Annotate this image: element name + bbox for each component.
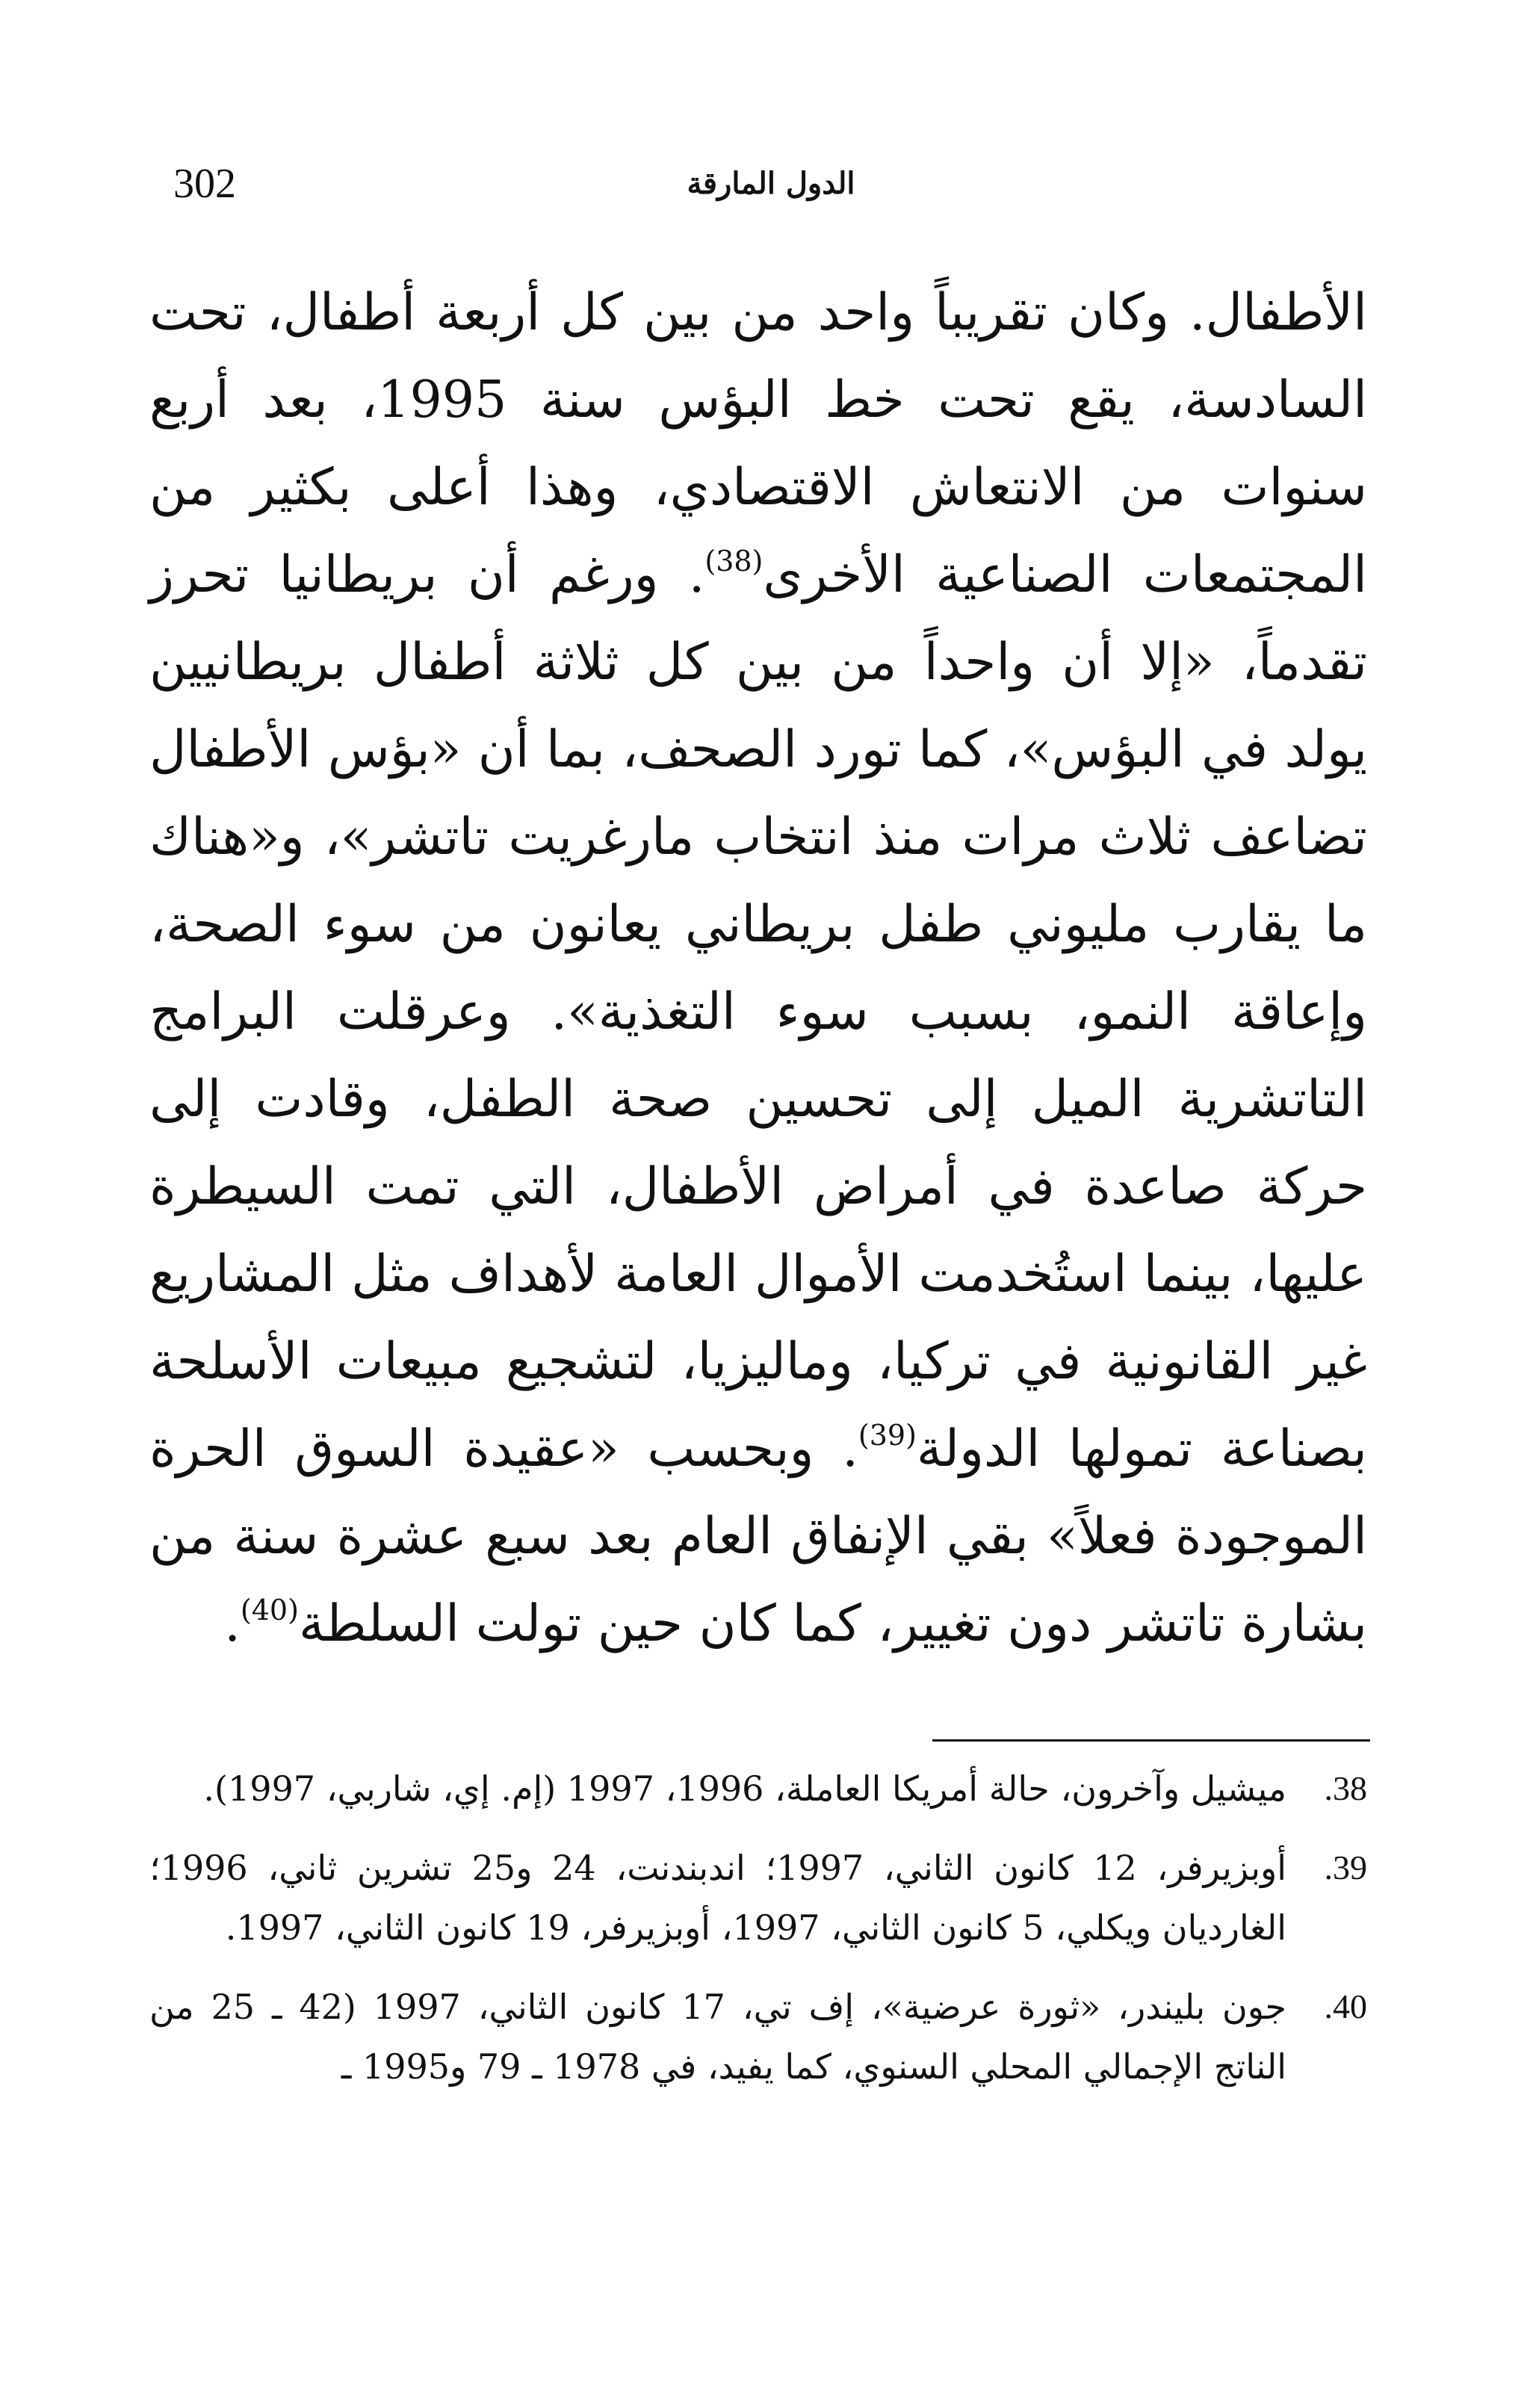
- running-title: الدول المارقة: [687, 166, 855, 201]
- footnote-number: .40: [1324, 1987, 1367, 2025]
- footnote-number: .39: [1324, 1848, 1367, 1887]
- body-paragraph: [149, 269, 1367, 1668]
- footnote-text: جون بليندر، «ثورة عرضية»، إف تي، 17 كانون الثاني، 1997 (42 ـ 25 من الناتج الإجمالي المحلي السنوي، كما يفيد، في 1978 ـ 79 و1995 ـ: [149, 1987, 1286, 2087]
- footnote-ref-38: (38): [704, 545, 764, 578]
- body-text-segment: . وبحسب «عقيدة السوق الحرة الموجودة فعلاً» بقي الإنفاق العام بعد سبع عشرة سنة من بشارة تاتشر دون تغيير، كما كان حين تولت السلطة: [149, 1420, 1367, 1653]
- footnote-38: [149, 1759, 1367, 1819]
- footnotes: [149, 1759, 1367, 2116]
- page-header: [173, 154, 1327, 214]
- body-text-segment: .: [224, 1594, 241, 1653]
- body-text-segment: الأطفال. وكان تقريباً واحد من بين كل أربعة أطفال، تحت السادسة، يقع تحت خط البؤس سنة 1995، بعد أربع سنوات من الانتعاش الاقتصادي، وهذا أعلى بكثير من المجتمعات الصناعية الأخرى: [149, 283, 1367, 604]
- footnote-number: .38: [1324, 1769, 1367, 1807]
- footnote-40: [149, 1977, 1367, 2096]
- footnote-39: [149, 1838, 1367, 1957]
- body-text-segment: . ورغم أن بريطانيا تحرز تقدماً، «إلا أن واحداً من بين كل ثلاثة أطفال بريطانيين يولد في البؤس»، كما تورد الصحف، بما أن «بؤس الأطفال تضاعف ثلاث مرات منذ انتخاب مارغريت تاتشر»، و«هناك ما يقارب مليوني طفل بريطاني يعانون من سوء الصحة، وإعاقة النمو، بسبب سوء التغذية». وعرقلت البرامج التاتشرية الميل إلى تحسين صحة الطفل، وقادت إلى حركة صاعدة في أمراض الأطفال، التي تمت السيطرة عليها، بينما استُخدمت الأموال العامة لأهداف مثل المشاريع غير القانونية في تركيا، وماليزيا، لتشجيع مبيعات الأسلحة بصناعة تمولها الدولة: [149, 545, 1368, 1479]
- footnote-divider: [932, 1739, 1370, 1742]
- page-number: 302: [173, 161, 236, 207]
- footnote-text: أوبزيرفر، 12 كانون الثاني، 1997؛ اندبندنت، 24 و25 تشرين ثاني، 1996؛ الغارديان ويكلي، 5 كانون الثاني، 1997، أوبزيرفر، 19 كانون الثاني، 1997.: [149, 1848, 1287, 1948]
- footnote-text: ميشيل وآخرون، حالة أمريكا العاملة، 1996، 1997 (إم. إي، شاربي، 1997).: [203, 1768, 1286, 1809]
- footnote-ref-40: (40): [240, 1594, 299, 1627]
- footnote-ref-39: (39): [858, 1419, 917, 1452]
